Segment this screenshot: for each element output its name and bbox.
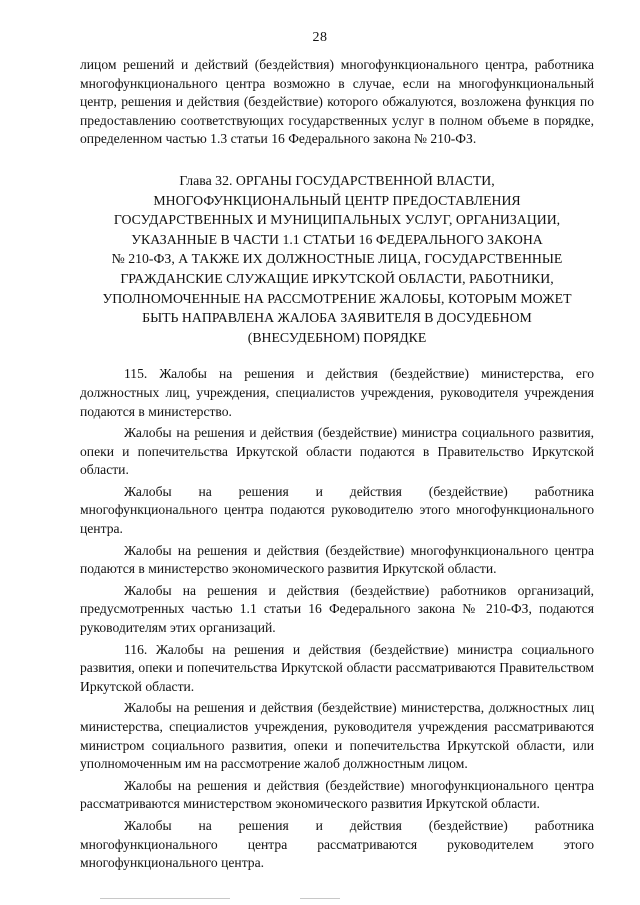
chapter-heading-line: ГОСУДАРСТВЕННЫХ И МУНИЦИПАЛЬНЫХ УСЛУГ, ОРГАНИЗАЦИИ, (113, 212, 561, 228)
chapter-heading-line: № 210-ФЗ, А ТАКЖЕ ИХ ДОЛЖНОСТНЫЕ ЛИЦА, ГОСУДАРСТВЕННЫЕ (111, 251, 563, 267)
chapter-heading (80, 171, 594, 347)
intro-paragraph: лицом решений и действий (бездействия) многофункционального центра, работника многофункционального центра возможно в случае, если на многофункциональный центр, решения и действия (бездействие) которого обжалуются, возложена функция по предоставлению соответствующих государственных услуг в полном объеме в порядке, определенном частью 1.3 статьи 16 Федерального закона № 210-ФЗ. (80, 57, 594, 147)
paragraph: Жалобы на решения и действия (бездействие) министра социального развития, опеки и попечительства Иркутской области подаются в Правительство Иркутской области. (80, 425, 594, 478)
paragraph: Жалобы на решения и действия (бездействие) многофункционального центра рассматриваются министерством экономического развития Иркутской области. (80, 777, 594, 812)
chapter-heading-line: МНОГОФУНКЦИОНАЛЬНЫЙ ЦЕНТР ПРЕДОСТАВЛЕНИЯ (153, 192, 521, 208)
scan-artifact-line (300, 898, 340, 899)
paragraph: Жалобы на решения и действия (бездействие) министерства, должностных лиц министерства, специалистов учреждения, руководителя учреждения рассматриваются министром социального развития, опеки и попечительства Иркутской области, или уполномоченным им на рассмотрение жалоб должностным лицом. (80, 700, 594, 772)
paragraph: Жалобы на решения и действия (бездействие) работника многофункционального центра подаются руководителю этого многофункционального центра. (80, 483, 594, 537)
paragraph-116: 116. Жалобы на решения и действия (бездействие) министра социального развития, опеки и попечительства Иркутской области рассматриваются Правительством Иркутской области. (80, 641, 594, 694)
paragraph-115: 115. Жалобы на решения и действия (бездействие) министерства, его должностных лиц, учреждения, специалистов учреждения, руководителя учреждения подаются в министерство. (80, 366, 594, 419)
scan-artifact-line (100, 898, 230, 899)
paragraph: Жалобы на решения и действия (бездействие) работника многофункционального центра рассматриваются руководителем этого многофункционального центра. (80, 817, 594, 871)
paragraph: Жалобы на решения и действия (бездействие) работников организаций, предусмотренных частью 1.1 статьи 16 Федерального закона № 210-ФЗ, подаются руководителям этих организаций. (80, 582, 594, 636)
chapter-heading-line: ГРАЖДАНСКИЕ СЛУЖАЩИЕ ИРКУТСКОЙ ОБЛАСТИ, РАБОТНИКИ, (120, 270, 554, 286)
page-number: 28 (312, 30, 328, 45)
document-body (80, 56, 594, 873)
chapter-heading-line: УПОЛНОМОЧЕННЫЕ НА РАССМОТРЕНИЕ ЖАЛОБЫ, КОТОРЫМ МОЖЕТ (102, 290, 572, 306)
chapter-heading-line: УКАЗАННЫЕ В ЧАСТИ 1.1 СТАТЬИ 16 ФЕДЕРАЛЬНОГО ЗАКОНА (131, 231, 543, 247)
paragraph: Жалобы на решения и действия (бездействие) многофункционального центра подаются в министерство экономического развития Иркутской области. (80, 542, 594, 577)
chapter-heading-line: Глава 32. ОРГАНЫ ГОСУДАРСТВЕННОЙ ВЛАСТИ, (179, 172, 495, 188)
chapter-heading-line: БЫТЬ НАПРАВЛЕНА ЖАЛОБА ЗАЯВИТЕЛЯ В ДОСУДЕБНОМ (142, 310, 532, 326)
chapter-heading-line: (ВНЕСУДЕБНОМ) ПОРЯДКЕ (247, 329, 427, 345)
